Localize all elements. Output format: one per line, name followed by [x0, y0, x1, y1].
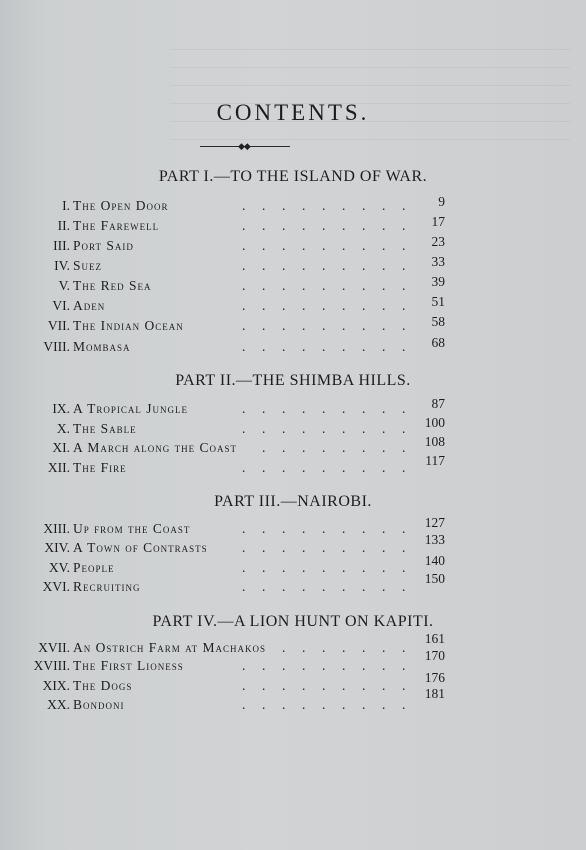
leader-dot: .: [322, 258, 326, 273]
leader-dot: .: [342, 658, 346, 673]
leader-dot: .: [242, 579, 246, 594]
page-number: 150: [424, 571, 445, 586]
leader-dot: .: [262, 440, 266, 455]
page-number: 9: [438, 194, 445, 209]
leader-dot: .: [282, 298, 286, 313]
leader-dot: .: [322, 238, 326, 253]
chapter-title: Up from the Coast: [73, 521, 191, 536]
leader-dot: .: [302, 339, 306, 354]
leader-dot: .: [402, 540, 406, 555]
leader-dot: .: [322, 521, 326, 536]
leader-dot: .: [342, 238, 346, 253]
leader-dot: .: [282, 238, 286, 253]
part-heading: PART III.—NAIROBI.: [214, 493, 372, 510]
chapter-number: VIII.: [43, 339, 70, 354]
chapter-number: V.: [58, 278, 70, 293]
leader-dot: .: [262, 658, 266, 673]
chapter-number: IV.: [54, 258, 70, 273]
leader-dot: .: [282, 640, 286, 655]
leader-dot: .: [242, 540, 246, 555]
page-number: 23: [431, 234, 445, 249]
leader-dot: .: [262, 560, 266, 575]
leader-dot: .: [342, 258, 346, 273]
toc-entry: [0, 553, 586, 580]
leader-dot: .: [282, 460, 286, 475]
leader-dot: .: [242, 278, 246, 293]
chapter-title: The Fire: [73, 460, 127, 475]
leader-dot: .: [262, 258, 266, 273]
leader-dot: .: [302, 198, 306, 213]
leader-dot: .: [382, 560, 386, 575]
leader-dot: .: [302, 560, 306, 575]
leader-dot: .: [302, 540, 306, 555]
leader-dot: .: [262, 198, 266, 213]
leader-dot: .: [302, 460, 306, 475]
toc-entry: [0, 648, 586, 678]
leader-dot: .: [302, 640, 306, 655]
leader-dot: .: [262, 339, 266, 354]
leader-dot: .: [302, 401, 306, 416]
leader-dot: .: [262, 238, 266, 253]
leader-dot: .: [282, 440, 286, 455]
leader-dot: .: [322, 640, 326, 655]
chapter-title: An Ostrich Farm at Machakos: [73, 640, 267, 655]
leader-dot: .: [242, 318, 246, 333]
leader-dot: .: [322, 421, 326, 436]
page-number: 108: [424, 434, 445, 449]
leader-dot: .: [262, 298, 266, 313]
toc-entry: [0, 396, 586, 421]
leader-dot: .: [282, 540, 286, 555]
leader-dot: .: [382, 421, 386, 436]
chapter-number: XII.: [47, 460, 70, 475]
page-number: 58: [431, 314, 445, 329]
leader-dot: .: [282, 421, 286, 436]
page-number: 181: [424, 686, 445, 701]
page-number: 39: [431, 274, 445, 289]
leader-dot: .: [362, 298, 366, 313]
leader-dot: .: [282, 697, 286, 712]
leader-dot: .: [362, 678, 366, 693]
leader-dot: .: [242, 460, 246, 475]
leader-dot: .: [382, 579, 386, 594]
leader-dot: .: [342, 540, 346, 555]
leader-dot: .: [302, 218, 306, 233]
leader-dot: .: [322, 678, 326, 693]
leader-dot: .: [242, 421, 246, 436]
leader-dot: .: [302, 318, 306, 333]
leader-dot: .: [282, 401, 286, 416]
page-number: 161: [424, 631, 445, 646]
leader-dot: .: [302, 238, 306, 253]
leader-dot: .: [402, 258, 406, 273]
leader-dot: .: [402, 238, 406, 253]
chapter-title: The Indian Ocean: [73, 318, 184, 333]
leader-dot: .: [362, 218, 366, 233]
leader-dot: .: [362, 658, 366, 673]
leader-dot: .: [242, 198, 246, 213]
leader-dot: .: [402, 318, 406, 333]
chapter-title: Suez: [73, 258, 103, 273]
toc-entry: [0, 294, 586, 318]
toc-entry: [0, 214, 586, 238]
leader-dot: .: [242, 521, 246, 536]
part-heading: PART II.—THE SHIMBA HILLS.: [175, 372, 411, 389]
leader-dot: .: [262, 579, 266, 594]
leader-dot: .: [282, 678, 286, 693]
leader-dot: .: [282, 579, 286, 594]
part-heading: PART I.—TO THE ISLAND OF WAR.: [158, 168, 428, 185]
leader-dot: .: [382, 318, 386, 333]
chapter-title: The Red Sea: [73, 278, 152, 293]
chapter-number: XIV.: [44, 540, 70, 555]
leader-dot: .: [342, 697, 346, 712]
chapter-title: People: [73, 560, 115, 575]
leader-dot: .: [262, 540, 266, 555]
leader-dot: .: [242, 697, 246, 712]
leader-dot: .: [322, 218, 326, 233]
page-number: 117: [425, 453, 445, 468]
leader-dot: .: [322, 401, 326, 416]
toc-entry: [0, 274, 586, 298]
page-number: 87: [431, 396, 445, 411]
toc-entry: [0, 571, 586, 599]
leader-dot: .: [262, 278, 266, 293]
leader-dot: .: [242, 339, 246, 354]
leader-dot: .: [302, 278, 306, 293]
page-number: 133: [424, 532, 445, 547]
toc-entry: [0, 670, 586, 698]
leader-dot: .: [362, 579, 366, 594]
page-number: 33: [431, 254, 445, 269]
leader-dot: .: [242, 678, 246, 693]
leader-dot: .: [262, 460, 266, 475]
leader-dot: .: [362, 198, 366, 213]
leader-dot: .: [402, 697, 406, 712]
leader-dot: .: [362, 640, 366, 655]
leader-dot: .: [302, 298, 306, 313]
leader-dot: .: [382, 218, 386, 233]
leader-dot: .: [342, 198, 346, 213]
toc-entry: [0, 254, 586, 278]
leader-dot: .: [342, 298, 346, 313]
leader-dot: .: [362, 278, 366, 293]
leader-dot: .: [282, 339, 286, 354]
page-number: 100: [424, 415, 445, 430]
chapter-title: A Town of Contrasts: [73, 540, 208, 555]
chapter-title: Mombasa: [73, 339, 131, 354]
leader-dot: .: [362, 540, 366, 555]
chapter-number: XVI.: [42, 579, 70, 594]
leader-dot: .: [302, 521, 306, 536]
leader-dot: .: [242, 238, 246, 253]
leader-dot: .: [302, 697, 306, 712]
leader-dot: .: [402, 579, 406, 594]
rule-ornament: ◆◆: [238, 141, 250, 151]
leader-dot: .: [402, 298, 406, 313]
leader-dot: .: [402, 560, 406, 575]
leader-dot: .: [382, 238, 386, 253]
leader-dot: .: [282, 278, 286, 293]
leader-dot: .: [242, 658, 246, 673]
leader-dot: .: [282, 658, 286, 673]
chapter-title: Aden: [73, 298, 106, 313]
leader-dot: .: [242, 560, 246, 575]
chapter-number: III.: [53, 238, 70, 253]
leader-dot: .: [402, 521, 406, 536]
leader-dot: .: [302, 258, 306, 273]
leader-dot: .: [262, 678, 266, 693]
leader-dot: .: [402, 460, 406, 475]
leader-dot: .: [302, 678, 306, 693]
leader-dot: .: [322, 560, 326, 575]
leader-dot: .: [402, 658, 406, 673]
leader-dot: .: [322, 697, 326, 712]
leader-dot: .: [262, 697, 266, 712]
leader-dot: .: [242, 298, 246, 313]
leader-dot: .: [402, 218, 406, 233]
leader-dot: .: [402, 198, 406, 213]
chapter-number: XI.: [52, 440, 70, 455]
leader-dot: .: [342, 640, 346, 655]
leader-dot: .: [402, 421, 406, 436]
leader-dot: .: [402, 640, 406, 655]
leader-dot: .: [342, 678, 346, 693]
toc-entry: [0, 515, 586, 541]
leader-dot: .: [342, 218, 346, 233]
chapter-title: The Farewell: [73, 218, 160, 233]
chapter-title: The First Lioness: [73, 658, 184, 673]
chapter-title: A March along the Coast: [73, 440, 238, 455]
leader-dot: .: [342, 460, 346, 475]
chapter-title: Port Said: [73, 238, 134, 253]
leader-dot: .: [322, 298, 326, 313]
leader-dot: .: [342, 579, 346, 594]
page-number: 170: [424, 648, 445, 663]
chapter-number: XVIII.: [33, 658, 70, 673]
toc-entry: [0, 194, 586, 218]
chapter-title: A Tropical Jungle: [73, 401, 189, 416]
chapter-number: VII.: [47, 318, 70, 333]
leader-dot: .: [402, 678, 406, 693]
leader-dot: .: [382, 198, 386, 213]
page-number: 51: [431, 294, 445, 309]
leader-dot: .: [342, 318, 346, 333]
leader-dot: .: [322, 198, 326, 213]
leader-dot: .: [342, 440, 346, 455]
leader-dot: .: [402, 278, 406, 293]
leader-dot: .: [362, 421, 366, 436]
leader-dot: .: [382, 697, 386, 712]
leader-dot: .: [242, 401, 246, 416]
leader-dot: .: [342, 421, 346, 436]
toc-entry: [0, 314, 586, 338]
toc-entry: [0, 453, 586, 480]
leader-dot: .: [382, 440, 386, 455]
leader-dot: .: [342, 339, 346, 354]
chapter-number: XX.: [47, 697, 70, 712]
leader-dot: .: [262, 218, 266, 233]
leader-dot: .: [382, 460, 386, 475]
leader-dot: .: [382, 521, 386, 536]
leader-dot: .: [382, 339, 386, 354]
chapter-number: X.: [56, 421, 70, 436]
leader-dot: .: [342, 521, 346, 536]
leader-dot: .: [282, 258, 286, 273]
leader-dot: .: [362, 560, 366, 575]
leader-dot: .: [262, 401, 266, 416]
leader-dot: .: [342, 278, 346, 293]
leader-dot: .: [262, 318, 266, 333]
leader-dot: .: [282, 560, 286, 575]
leader-dot: .: [382, 278, 386, 293]
page-number: 17: [431, 214, 445, 229]
leader-dot: .: [322, 579, 326, 594]
chapter-number: XVII.: [38, 640, 70, 655]
toc-entry: [0, 631, 586, 660]
leader-dot: .: [382, 640, 386, 655]
leader-dot: .: [362, 238, 366, 253]
leader-dot: .: [282, 218, 286, 233]
page-number: 140: [424, 553, 445, 568]
leader-dot: .: [302, 579, 306, 594]
leader-dot: .: [322, 540, 326, 555]
leader-dot: .: [322, 460, 326, 475]
leader-dot: .: [402, 339, 406, 354]
leader-dot: .: [382, 678, 386, 693]
leader-dot: .: [282, 198, 286, 213]
leader-dot: .: [382, 658, 386, 673]
toc-entry: [0, 335, 586, 359]
chapter-number: XIX.: [42, 678, 70, 693]
chapter-title: The Dogs: [73, 678, 133, 693]
leader-dot: .: [362, 440, 366, 455]
leader-dot: .: [322, 278, 326, 293]
page-number: 68: [431, 335, 445, 350]
toc-entry: [0, 532, 586, 560]
toc-entry: [0, 415, 586, 441]
page-number: 176: [424, 670, 445, 685]
leader-dot: .: [322, 440, 326, 455]
leader-dot: .: [362, 697, 366, 712]
toc-entry: [0, 434, 586, 460]
leader-dot: .: [402, 401, 406, 416]
leader-dot: .: [362, 258, 366, 273]
leader-dot: .: [382, 401, 386, 416]
leader-dot: .: [302, 658, 306, 673]
page-number: 127: [424, 515, 445, 530]
chapter-title: Recruiting: [73, 579, 141, 594]
chapter-number: XV.: [48, 560, 70, 575]
leader-dot: .: [342, 401, 346, 416]
leader-dot: .: [242, 258, 246, 273]
chapter-title: Bondoni: [73, 697, 125, 712]
chapter-title: The Sable: [73, 421, 137, 436]
leader-dot: .: [302, 421, 306, 436]
leader-dot: .: [322, 318, 326, 333]
leader-dot: .: [342, 560, 346, 575]
chapter-number: II.: [57, 218, 70, 233]
leader-dot: .: [282, 521, 286, 536]
leader-dot: .: [302, 440, 306, 455]
leader-dot: .: [242, 218, 246, 233]
leader-dot: .: [362, 339, 366, 354]
leader-dot: .: [282, 318, 286, 333]
leader-dot: .: [382, 298, 386, 313]
leader-dot: .: [362, 401, 366, 416]
leader-dot: .: [362, 318, 366, 333]
part-heading: PART IV.—A LION HUNT ON KAPITI.: [152, 613, 434, 630]
chapter-number: I.: [62, 198, 70, 213]
leader-dot: .: [362, 521, 366, 536]
leader-dot: .: [382, 540, 386, 555]
chapter-number: IX.: [52, 401, 70, 416]
leader-dot: .: [322, 339, 326, 354]
chapter-number: XIII.: [43, 521, 70, 536]
leader-dot: .: [322, 658, 326, 673]
toc-entry: [0, 686, 586, 717]
toc-entry: [0, 234, 586, 258]
leader-dot: .: [262, 521, 266, 536]
chapter-number: VI.: [52, 298, 70, 313]
leader-dot: .: [362, 460, 366, 475]
leader-dot: .: [402, 440, 406, 455]
leader-dot: .: [262, 421, 266, 436]
chapter-title: The Open Door: [73, 198, 169, 213]
contents-heading: CONTENTS.: [216, 100, 370, 125]
leader-dot: .: [382, 258, 386, 273]
